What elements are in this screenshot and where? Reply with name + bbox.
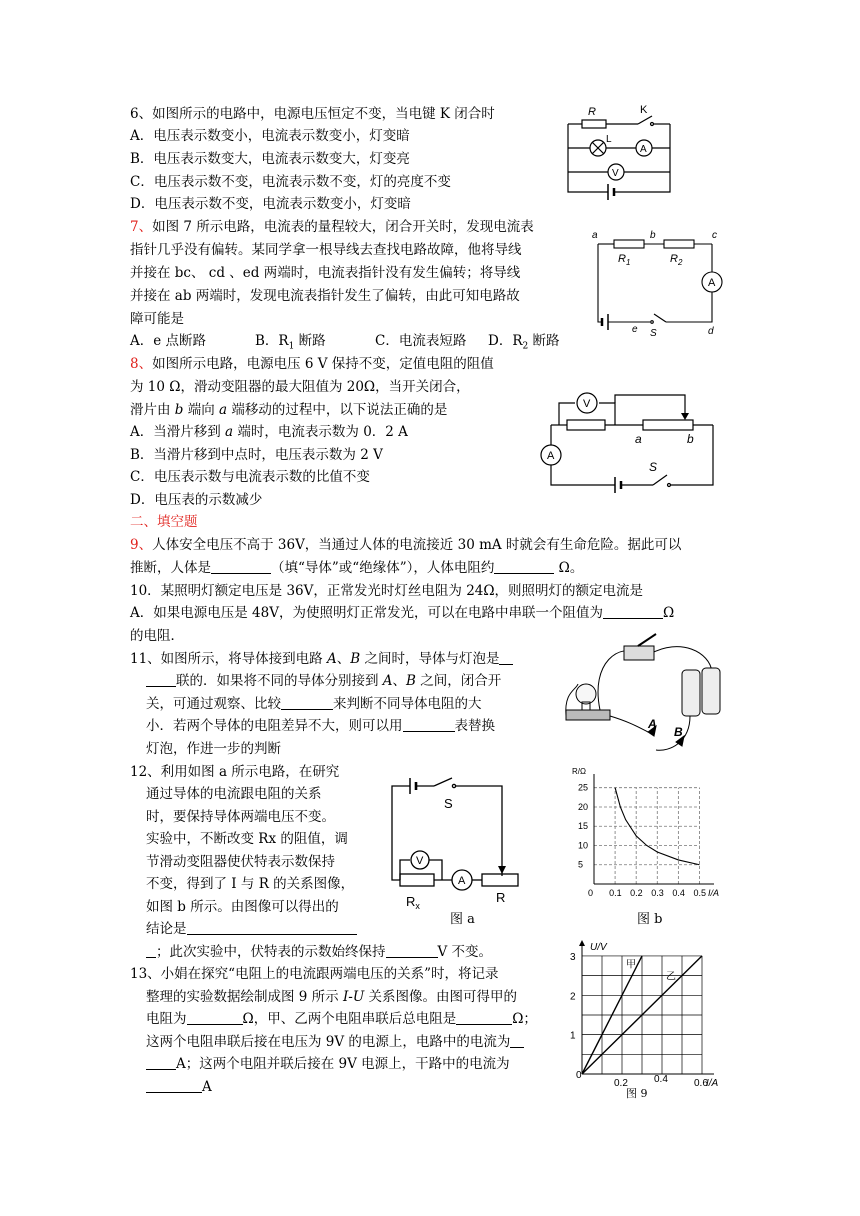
q12-caption-a: 图 a <box>450 912 475 927</box>
q6-fig-label-k: K <box>640 104 648 116</box>
q8-option-d: D．电压表的示数减少 <box>130 492 263 508</box>
q13-line-3: 电阻为 Ω，甲、乙两个电阻串联后总电阻是 Ω； <box>146 1011 537 1027</box>
q12-line-7: 如图 b 所示。由图像可以得出的 <box>146 899 339 915</box>
q7-option-b: B．$R_1$ 断路 <box>255 333 326 352</box>
q12-circuit-diagram-a <box>382 768 522 911</box>
q8-fig-voltmeter-v: V <box>583 398 591 410</box>
q10-blank-1[interactable] <box>603 604 663 619</box>
x-tick-label: 0.2 <box>630 888 643 898</box>
q7-fig-label-d: d <box>708 326 714 337</box>
x-tick-label: 0.4 <box>672 888 685 898</box>
q12-line-1: 12、利用如图 a 所示电路，在研究 <box>130 764 340 780</box>
q9-blank-2[interactable] <box>494 559 554 574</box>
y-tick-label: 3 <box>570 951 576 963</box>
q12-line-8: 结论是 <box>146 919 357 940</box>
q8-option-a: A．当滑片移到 a 端时，电流表示数为 0．2 A <box>130 424 408 440</box>
q6-fig-voltmeter-v: V <box>612 168 619 179</box>
q7-line-2: 指针几乎没有偏转。某同学拿一根导线去查找电路故障，他将导线 <box>130 242 522 258</box>
q12-fig-ammeter-a: A <box>458 875 466 887</box>
q13-line-5: A；这两个电阻并联后接在 9V 电源上，干路中的电流为 <box>146 1054 510 1075</box>
q12-fig-label-rx: $R_x$ <box>406 894 420 911</box>
q12-line-2: 通过导体的电流跟电阻的关系 <box>146 786 322 802</box>
q11-blank-3[interactable] <box>403 717 455 732</box>
q13-line-6: A <box>146 1077 212 1098</box>
y-tick-label: 10 <box>578 840 589 851</box>
q7-fig-ammeter-a: A <box>708 277 716 289</box>
q7-line-3: 并接在 bc、 cd 、ed 两端时，电流表指针没有发生偏转；将导线 <box>130 265 521 281</box>
q7-fig-label-c: c <box>712 230 717 241</box>
section-heading-fill-in: 二、填空题 <box>130 514 198 530</box>
y-tick-label: 25 <box>578 782 589 793</box>
x-tick-label: 0.1 <box>609 888 622 898</box>
q13-line-1: 13、小娟在探究“电阻上的电流跟两端电压的关系”时，将记录 <box>130 966 499 982</box>
q7-fig-label-s: S <box>650 328 657 339</box>
q8-fig-label-s: S <box>649 460 658 474</box>
x-tick-label: 0 <box>576 1070 582 1081</box>
q7-line-4: 并接在 ab 两端时，发现电流表指针发生了偏转，由此可知电路故 <box>130 288 520 304</box>
q7-option-a: A．e 点断路 <box>130 333 207 349</box>
q7-option-c: C．电流表短路 <box>375 333 467 349</box>
series-label-jia: 甲 <box>626 959 636 971</box>
q6-option-b: B．电压表示数变大，电流表示数变大，灯变亮 <box>130 151 410 167</box>
y-tick-label: 20 <box>578 801 589 812</box>
x-tick-label: 0.6 <box>694 1078 708 1089</box>
y-tick-label: 15 <box>578 821 589 832</box>
q11-line-1: 11、如图所示，将导体接到电路 A、B 之间时，导体与灯泡是 <box>130 649 513 670</box>
q12-blank-1a[interactable] <box>187 920 357 935</box>
q13-graph-fig9 <box>560 938 730 1088</box>
q8-circuit-diagram <box>535 385 725 497</box>
q10-line-3: 的电阻． <box>130 628 184 644</box>
q6-fig-label-l: L <box>606 134 612 145</box>
q7-line-1: 7、如图 7 所示电路，电流表的量程较大，闭合开关时，发现电流表 <box>130 219 534 235</box>
q7-option-d: D．$R_2$ 断路 <box>488 333 560 352</box>
q6-circuit-diagram <box>560 100 680 210</box>
q11-fig-label-a: A <box>648 717 657 731</box>
q8-option-c: C．电压表示数与电流表示数的比值不变 <box>130 469 370 485</box>
q6-fig-ammeter-a: A <box>640 144 647 155</box>
q12-line-3: 时，要保持导体两端电压不变。 <box>146 809 335 825</box>
q12-line-4: 实验中，不断改变 Rx 的阻值，调 <box>146 831 348 847</box>
q6-option-d: D．电压表示数不变，电流表示数变小，灯变暗 <box>130 196 411 212</box>
q7-fig-label-a: a <box>592 230 598 241</box>
q13-blank-1[interactable] <box>187 1010 243 1025</box>
q9-line-1: 9、人体安全电压不高于 36V，当通过人体的电流接近 30 mA 时就会有生命危险。据此可以 <box>130 537 682 553</box>
q7-fig-label-r2: $R_2$ <box>670 253 683 267</box>
q8-option-b: B．当滑片移到中点时，电压表示数为 2 V <box>130 447 383 463</box>
q8-fig-label-a: a <box>635 432 642 446</box>
q12-line-6: 不变，得到了 I 与 R 的关系图像， <box>146 876 355 892</box>
q13-blank-3a[interactable] <box>510 1033 524 1048</box>
y-axis-label: U/V <box>590 942 607 953</box>
q6-fig-label-r: R <box>588 106 596 118</box>
y-axis-label: R/Ω <box>572 767 586 776</box>
y-tick-label: 5 <box>578 859 584 870</box>
x-axis-label: I/A <box>706 1078 719 1089</box>
x-tick-label: 0.4 <box>654 1074 668 1085</box>
q9-blank-1[interactable] <box>211 559 271 574</box>
q9-line-2: 推断，人体是 （填“导体”或“绝缘体”），人体电阻约 Ω。 <box>130 560 584 576</box>
q11-line-5: 灯泡，作进一步的判断 <box>146 741 281 757</box>
x-tick-label: 0.2 <box>614 1078 628 1089</box>
q8-fig-ammeter-a: A <box>547 450 555 462</box>
q10-line-2: A．如果电源电压是 48V，为使照明灯正常发光，可以在电路中串联一个阻值为 Ω <box>130 605 675 621</box>
q7-line-5: 障可能是 <box>130 311 184 327</box>
q11-blank-1b[interactable] <box>146 672 176 687</box>
q12-blank-2[interactable] <box>386 943 438 958</box>
q8-line-2: 为 10 Ω，滑动变阻器的最大阻值为 20Ω，当开关闭合， <box>130 379 470 395</box>
q6-option-a: A．电压表示数变小，电流表示数变小，灯变暗 <box>130 128 410 144</box>
q13-blank-2[interactable] <box>456 1010 512 1025</box>
q6-stem: 6、如图所示的电路中，电源电压恒定不变，当电键 K 闭合时 <box>130 106 495 122</box>
q11-line-2: 联的．如果将不同的导体分别接到 A、B 之间，闭合开 <box>146 671 501 692</box>
q11-fig-label-b: B <box>674 725 683 739</box>
series-label-yi: 乙 <box>666 971 676 983</box>
x-tick-label: 0 <box>588 888 594 898</box>
x-tick-label: 0.5 <box>693 888 706 898</box>
q8-fig-label-b: b <box>687 432 694 446</box>
q8-line-1: 8、如图所示电路，电源电压 6 V 保持不变，定值电阻的阻值 <box>130 356 494 372</box>
y-tick-label: 1 <box>570 1030 576 1042</box>
y-axis-arrow <box>579 940 585 946</box>
q13-line-2: 整理的实验数据绘制成图 9 所示 I-U 关系图像。由图可得甲的 <box>146 989 518 1005</box>
q7-fig-label-b: b <box>650 230 656 241</box>
q12-fig-label-r: R <box>496 890 506 905</box>
q13-line-4: 这两个电阻串联后接在电压为 9V 的电源上，电路中的电流为 <box>146 1032 524 1053</box>
q12-line-9: ；此次实验中，伏特表的示数始终保持 V 不变。 <box>146 942 492 963</box>
q12-line-5: 节滑动变阻器使伏特表示数保持 <box>146 854 335 870</box>
q6-option-c: C．电压表示数不变，电流表示数不变，灯的亮度不变 <box>130 174 451 190</box>
q11-blank-2[interactable] <box>281 695 333 710</box>
q7-circuit-diagram <box>588 228 728 338</box>
q12-blank-1b[interactable] <box>146 943 156 958</box>
q11-blank-1a[interactable] <box>499 650 513 665</box>
q13-blank-4[interactable] <box>146 1078 202 1093</box>
y-tick-label: 2 <box>570 991 576 1003</box>
q10-line-1: 10．某照明灯额定电压是 36V，正常发光时灯丝电阻为 24Ω，则照明灯的额定电流是 <box>130 583 644 599</box>
q8-line-3: 滑片由 b 端向 a 端移动的过程中，以下说法正确的是 <box>130 402 448 418</box>
x-axis-label: I/A <box>708 888 720 898</box>
q7-fig-label-e: e <box>632 324 638 335</box>
q11-line-3: 关，可通过观察、比较 来判断不同导体电阻的大 <box>146 696 482 712</box>
q12-fig-voltmeter-v: V <box>416 855 424 867</box>
x-tick-label: 0.3 <box>651 888 664 898</box>
q7-fig-label-r1: $R_1$ <box>618 253 631 267</box>
q12-caption-b: 图 b <box>637 912 663 927</box>
q11-line-4: 小．若两个导体的电阻差异不大，则可以用 表替换 <box>146 718 495 734</box>
q13-blank-3b[interactable] <box>146 1055 176 1070</box>
q13-caption: 图 9 <box>626 1087 648 1100</box>
q12-graph-b <box>570 767 720 900</box>
q12-fig-label-s: S <box>444 796 453 811</box>
q11-apparatus-illustration <box>560 632 730 762</box>
